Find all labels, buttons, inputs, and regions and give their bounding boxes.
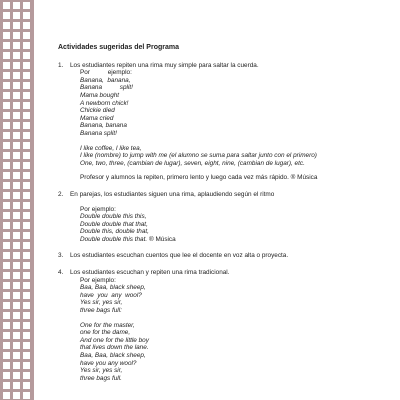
decorative-square xyxy=(23,172,30,179)
decorative-square xyxy=(13,152,20,159)
decorative-square xyxy=(13,352,20,359)
section-title: Actividades sugeridas del Programa xyxy=(58,44,179,51)
decorative-square xyxy=(13,332,20,339)
decorative-square xyxy=(13,322,20,329)
decorative-square xyxy=(23,312,30,319)
decorative-square xyxy=(13,392,20,399)
activity-item-4 xyxy=(58,269,388,382)
decorative-square xyxy=(3,102,10,109)
decorative-square xyxy=(23,112,30,119)
decorative-square xyxy=(23,322,30,329)
decorative-square xyxy=(13,122,20,129)
decorative-square xyxy=(13,172,20,179)
decorative-square xyxy=(13,62,20,69)
decorative-square xyxy=(3,122,10,129)
decorative-square xyxy=(3,212,10,219)
rhyme-line: Baa, Baa, black sheep, xyxy=(80,352,146,359)
decorative-square xyxy=(3,222,10,229)
decorative-square xyxy=(13,12,20,19)
decorative-square xyxy=(23,132,30,139)
decorative-square xyxy=(23,92,30,99)
decorative-square xyxy=(13,42,20,49)
activity-text: Los estudiantes escuchan y repiten una rima tradicional. xyxy=(70,269,230,277)
decorative-square xyxy=(3,172,10,179)
decorative-square xyxy=(23,32,30,39)
subject-link-icon: ® xyxy=(148,235,154,243)
example-label: Por ejemplo: xyxy=(80,276,116,284)
decorative-square xyxy=(23,272,30,279)
decorative-square xyxy=(3,302,10,309)
rhyme-line: I like coffee, I like tea, xyxy=(80,144,142,152)
rhyme-line: Chickie died xyxy=(80,107,115,115)
activity-text: Los estudiantes repiten una rima muy simple para saltar la cuerda. xyxy=(70,61,259,69)
decorative-square xyxy=(3,2,10,9)
decorative-square xyxy=(3,322,10,329)
decorative-square xyxy=(3,232,10,239)
rhyme-line: one for the dame, xyxy=(80,329,131,337)
decorative-square xyxy=(23,12,30,19)
decorative-square xyxy=(3,282,10,289)
decorative-square xyxy=(23,342,30,349)
decorative-square xyxy=(23,52,30,59)
decorative-square xyxy=(23,42,30,49)
decorative-square xyxy=(23,262,30,269)
rhyme-line: have you any wool? xyxy=(80,291,142,299)
rhyme-line: I like (nombre) to jump with me (el alumno se suma para saltar junto con el primero) xyxy=(80,152,317,160)
decorative-square xyxy=(3,332,10,339)
decorative-square xyxy=(13,192,20,199)
decorative-square xyxy=(3,152,10,159)
decorative-square xyxy=(13,32,20,39)
rhyme-line: Banana, banana xyxy=(80,122,127,130)
rhyme-line: Double double this this, xyxy=(80,213,147,221)
rhyme-line: Banana split! xyxy=(80,129,117,137)
decorative-square xyxy=(3,52,10,59)
decorative-square xyxy=(3,92,10,99)
decorative-square xyxy=(23,102,30,109)
example-block xyxy=(70,206,388,244)
example-block xyxy=(70,322,388,383)
rhyme-line: three bags full. xyxy=(80,374,122,382)
decorative-square xyxy=(13,212,20,219)
decorative-square xyxy=(13,112,20,119)
decorative-square xyxy=(3,382,10,389)
decorative-square xyxy=(23,72,30,79)
decorative-square xyxy=(3,312,10,319)
decorative-square xyxy=(23,282,30,289)
decorative-square xyxy=(23,302,30,309)
rhyme-line: three bags full: xyxy=(80,307,122,315)
decorative-square xyxy=(23,212,30,219)
activity-item-2 xyxy=(58,191,388,244)
decorative-square xyxy=(13,282,20,289)
decorative-square xyxy=(3,242,10,249)
decorative-square xyxy=(3,292,10,299)
note-text: Profesor y alumnos la repiten, primero lento y luego cada vez más rápido. xyxy=(80,174,289,182)
item-number: 1. xyxy=(58,61,64,69)
decorative-square xyxy=(13,102,20,109)
decorative-square xyxy=(13,132,20,139)
decorative-square xyxy=(13,382,20,389)
activity-item-1 xyxy=(58,62,388,182)
decorative-square xyxy=(23,222,30,229)
decorative-square xyxy=(3,352,10,359)
decorative-square xyxy=(23,142,30,149)
decorative-square xyxy=(13,202,20,209)
decorative-square xyxy=(23,392,30,399)
item-number: 4. xyxy=(58,269,64,277)
decorative-square xyxy=(23,362,30,369)
rhyme-line: Yes sir, yes sir, xyxy=(80,367,123,375)
rhyme-line: have you any wool? xyxy=(80,359,137,367)
rhyme-line: One, two, three, (cambian de lugar), seven, eight, nine, (cambian de lugar), etc. xyxy=(80,159,305,167)
decorative-square xyxy=(3,252,10,259)
decorative-square xyxy=(13,342,20,349)
decorative-square xyxy=(13,302,20,309)
decorative-square xyxy=(3,12,10,19)
rhyme-line: that lives down the lane. xyxy=(80,344,149,352)
subject-link-icon: ® xyxy=(290,174,296,182)
document-page xyxy=(58,44,388,382)
decorative-square xyxy=(23,152,30,159)
decorative-square xyxy=(13,372,20,379)
decorative-square xyxy=(23,252,30,259)
decorative-square xyxy=(23,292,30,299)
rhyme-line: Double double that that, xyxy=(80,220,148,228)
decorative-square xyxy=(23,242,30,249)
decorative-square xyxy=(13,252,20,259)
rhyme-line: Mama bought xyxy=(80,91,120,99)
decorative-square xyxy=(13,242,20,249)
decorative-square xyxy=(13,292,20,299)
rhyme-line: A newborn chick! xyxy=(80,99,129,107)
decorative-square xyxy=(23,62,30,69)
decorative-square xyxy=(13,362,20,369)
rhyme-line: Double double this that. xyxy=(80,235,148,243)
decorative-square xyxy=(13,72,20,79)
example-block xyxy=(70,69,388,137)
decorative-square xyxy=(23,22,30,29)
decorative-square xyxy=(23,332,30,339)
decorative-square xyxy=(13,232,20,239)
decorative-square xyxy=(13,182,20,189)
decorative-square xyxy=(3,192,10,199)
decorative-side-strip xyxy=(0,0,34,400)
decorative-square xyxy=(13,142,20,149)
decorative-square xyxy=(23,182,30,189)
activity-text: En parejas, los estudiantes siguen una rima, aplaudiendo según el ritmo xyxy=(70,190,275,198)
activity-text: Los estudiantes escuchan cuentos que lee el docente en voz alta o proyecta. xyxy=(70,252,289,260)
decorative-square xyxy=(3,392,10,399)
decorative-square xyxy=(13,2,20,9)
rhyme-line: Yes sir, yes sir, xyxy=(80,299,123,307)
decorative-square xyxy=(23,162,30,169)
decorative-square xyxy=(3,262,10,269)
decorative-square xyxy=(23,192,30,199)
decorative-square xyxy=(13,222,20,229)
example-block xyxy=(70,145,388,168)
decorative-square xyxy=(3,142,10,149)
rhyme-line: Mama cried xyxy=(80,114,114,122)
example-label: Por ejemplo: xyxy=(80,205,116,213)
decorative-square xyxy=(23,372,30,379)
decorative-square xyxy=(13,162,20,169)
example-label: Por ejemplo: xyxy=(80,69,132,77)
decorative-square xyxy=(23,352,30,359)
subject-tag: Música xyxy=(155,235,176,243)
rhyme-line: One for the master, xyxy=(80,321,135,329)
decorative-square xyxy=(23,122,30,129)
decorative-square xyxy=(13,272,20,279)
decorative-square xyxy=(23,2,30,9)
decorative-square xyxy=(3,72,10,79)
decorative-square xyxy=(3,272,10,279)
decorative-square xyxy=(3,132,10,139)
decorative-square xyxy=(3,32,10,39)
subject-tag: Música xyxy=(297,174,318,182)
rhyme-line: Banana split! xyxy=(80,84,133,92)
example-block xyxy=(70,277,388,315)
item-number: 2. xyxy=(58,190,64,198)
decorative-square xyxy=(23,232,30,239)
decorative-square xyxy=(3,372,10,379)
decorative-square xyxy=(3,22,10,29)
decorative-square-pattern xyxy=(3,2,33,399)
decorative-square xyxy=(3,202,10,209)
activity-note xyxy=(70,174,388,182)
decorative-square xyxy=(3,62,10,69)
rhyme-line: Banana, banana, xyxy=(80,76,131,84)
decorative-square xyxy=(23,82,30,89)
decorative-square xyxy=(13,82,20,89)
rhyme-line: Double this, double that, xyxy=(80,228,149,236)
decorative-square xyxy=(3,82,10,89)
decorative-square xyxy=(23,202,30,209)
decorative-square xyxy=(13,262,20,269)
activity-item-3 xyxy=(58,252,388,260)
decorative-square xyxy=(3,182,10,189)
decorative-square xyxy=(3,112,10,119)
decorative-square xyxy=(3,42,10,49)
decorative-square xyxy=(13,312,20,319)
rhyme-line: And one for the little boy xyxy=(80,336,149,344)
rhyme-line: Baa, Baa, black sheep, xyxy=(80,284,146,292)
decorative-square xyxy=(13,92,20,99)
decorative-square xyxy=(3,162,10,169)
decorative-square xyxy=(13,22,20,29)
decorative-square xyxy=(3,362,10,369)
item-number: 3. xyxy=(58,252,64,260)
decorative-square xyxy=(13,52,20,59)
decorative-square xyxy=(23,382,30,389)
decorative-square xyxy=(3,342,10,349)
